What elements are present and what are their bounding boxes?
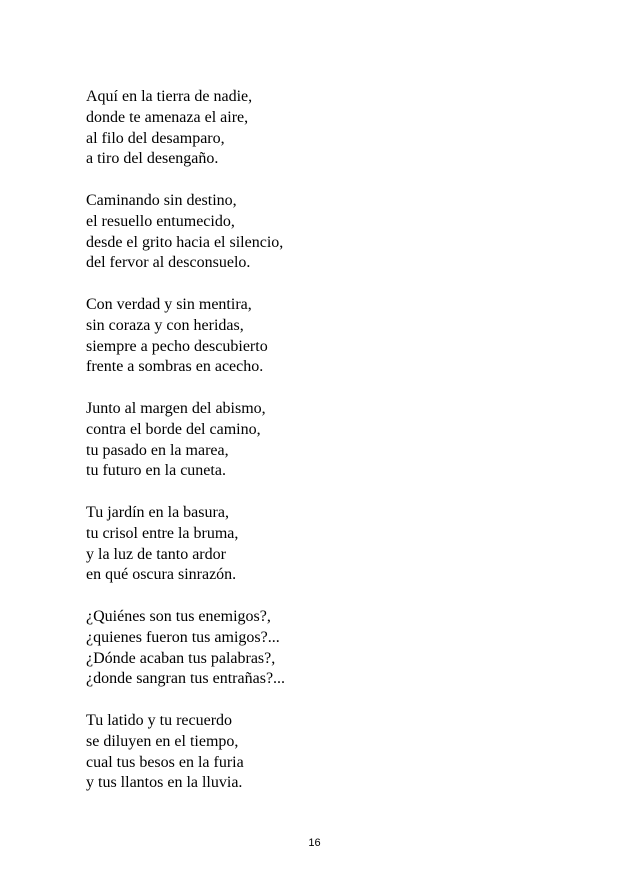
poem-line: del fervor al desconsuelo. bbox=[86, 254, 251, 272]
poem-line: ¿Dónde acaban tus palabras?, bbox=[86, 649, 276, 667]
poem-line: el resuello entumecido, bbox=[86, 212, 235, 230]
stanza-6 bbox=[86, 607, 566, 690]
poem-line: a tiro del desengaño. bbox=[86, 150, 219, 168]
poem-line: contra el borde del camino, bbox=[86, 420, 261, 438]
poem-line: ¿quienes fueron tus amigos?... bbox=[86, 628, 280, 646]
stanza-2 bbox=[86, 191, 566, 274]
poem-line: tu pasado en la marea, bbox=[86, 441, 229, 459]
poem-line: se diluyen en el tiempo, bbox=[86, 732, 239, 750]
poem-line: al filo del desamparo, bbox=[86, 129, 225, 147]
poem-line: cual tus besos en la furia bbox=[86, 753, 244, 771]
poem-line: desde el grito hacia el silencio, bbox=[86, 233, 284, 251]
poem-line: y tus llantos en la lluvia. bbox=[86, 774, 243, 792]
stanza-4 bbox=[86, 399, 566, 482]
stanza-5 bbox=[86, 503, 566, 586]
stanza-1 bbox=[86, 87, 566, 170]
poem-line: siempre a pecho descubierto bbox=[86, 337, 268, 355]
poem-line: Junto al margen del abismo, bbox=[86, 399, 266, 417]
poem-line: Tu latido y tu recuerdo bbox=[86, 711, 233, 729]
poem-line: tu crisol entre la bruma, bbox=[86, 524, 239, 542]
page-number: 16 bbox=[308, 837, 321, 849]
poem-line: en qué oscura sinrazón. bbox=[86, 566, 237, 584]
stanza-3 bbox=[86, 295, 566, 378]
poem-line: Con verdad y sin mentira, bbox=[86, 295, 252, 313]
poem-line: Aquí en la tierra de nadie, bbox=[86, 88, 253, 105]
poem-line: Caminando sin destino, bbox=[86, 191, 237, 209]
poem-line: frente a sombras en acecho. bbox=[86, 358, 264, 376]
poem-line: donde te amenaza el aire, bbox=[86, 108, 249, 126]
poem-line: Tu jardín en la basura, bbox=[86, 503, 229, 521]
poem-body bbox=[86, 87, 566, 815]
poem-line: ¿donde sangran tus entrañas?... bbox=[86, 670, 286, 688]
poem-line: tu futuro en la cuneta. bbox=[86, 462, 226, 480]
poem-line: sin coraza y con heridas, bbox=[86, 316, 244, 334]
stanza-7 bbox=[86, 711, 566, 794]
poem-line: y la luz de tanto ardor bbox=[86, 545, 226, 563]
poem-line: ¿Quiénes son tus enemigos?, bbox=[86, 607, 271, 625]
